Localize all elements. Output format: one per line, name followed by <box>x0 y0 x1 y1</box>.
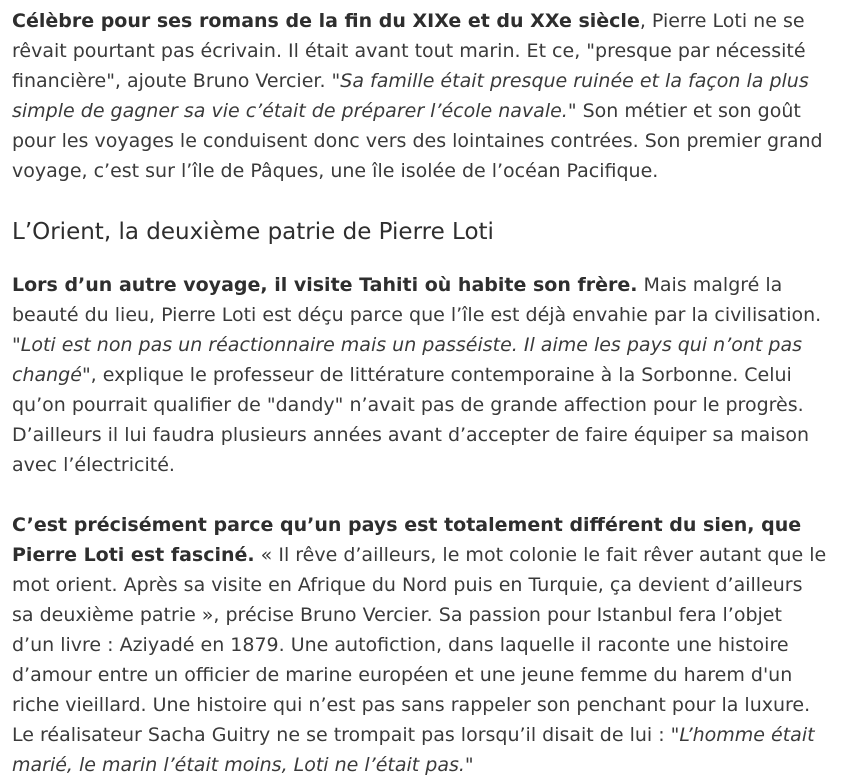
paragraph-text: , Pierre Loti ne se rêvait pourtant pas écrivain. Il était avant tout marin. Et ce, "presque par nécessité financière", ajoute Bruno Vercier. <box>12 10 806 92</box>
quote-text: "Loti est non pas un réactionnaire mais un passéiste. Il aime les pays qui n’ont pas changé <box>12 334 803 386</box>
paragraph-text: ", explique le professeur de littérature contemporaine à la Sorbonne. Celui qu’on pourrait qualifier de "dandy" n’avait pas de grande affection pour le progrès. D’ailleurs il lui faudra plusieurs années avant d’accepter de faire équiper sa maison avec l’électricité. <box>12 364 810 476</box>
quote-text: "Sa famille était presque ruinée et la façon la plus simple de gagner sa vie c’était de préparer l’école navale." <box>12 70 809 122</box>
paragraph-lead: Célèbre pour ses romans de la fin du XIXe et du XXe siècle <box>12 10 640 32</box>
paragraph-text: Son métier et son goût pour les voyages le conduisent donc vers des lointaines contrées. Son premier grand voyage, c’est sur l’île de Pâques, une île isolée de l’océan Pacifique. <box>12 100 823 182</box>
paragraph-orient <box>12 510 830 780</box>
paragraph-text: Mais malgré la beauté du lieu, Pierre Loti est déçu parce que l’île est déjà envahie par la civilisation. <box>12 274 822 326</box>
quote-text: "L’homme était marié, le marin l’était moins, Loti ne l’était pas." <box>12 724 815 776</box>
section-heading: L’Orient, la deuxième patrie de Pierre Loti <box>12 219 494 245</box>
paragraph-intro <box>12 6 830 186</box>
paragraph-lead: Lors d’un autre voyage, il visite Tahiti où habite son frère. <box>12 274 638 296</box>
paragraph-tahiti <box>12 270 830 480</box>
paragraph-text: « Il rêve d’ailleurs, le mot colonie le fait rêver autant que le mot orient. Après sa visite en Afrique du Nord puis en Turquie, ça devient d’ailleurs sa deuxième patrie », précise Bruno Vercier. Sa passion pour Istanbul fera l’objet d’un livre : Aziyadé en 1879. Une autofiction, dans laquelle il raconte une histoire d’amour entre un officier de marine européen et une jeune femme du harem d'un riche vieillard. Une histoire qui n’est pas sans rappeler son penchant pour la luxure. Le réalisateur Sacha Guitry ne se trompait pas lorsqu’il disait de lui : <box>12 544 827 746</box>
article-body <box>12 6 830 780</box>
paragraph-lead: C’est précisément parce qu’un pays est totalement différent du sien, que Pierre Loti est fasciné. <box>12 514 802 566</box>
